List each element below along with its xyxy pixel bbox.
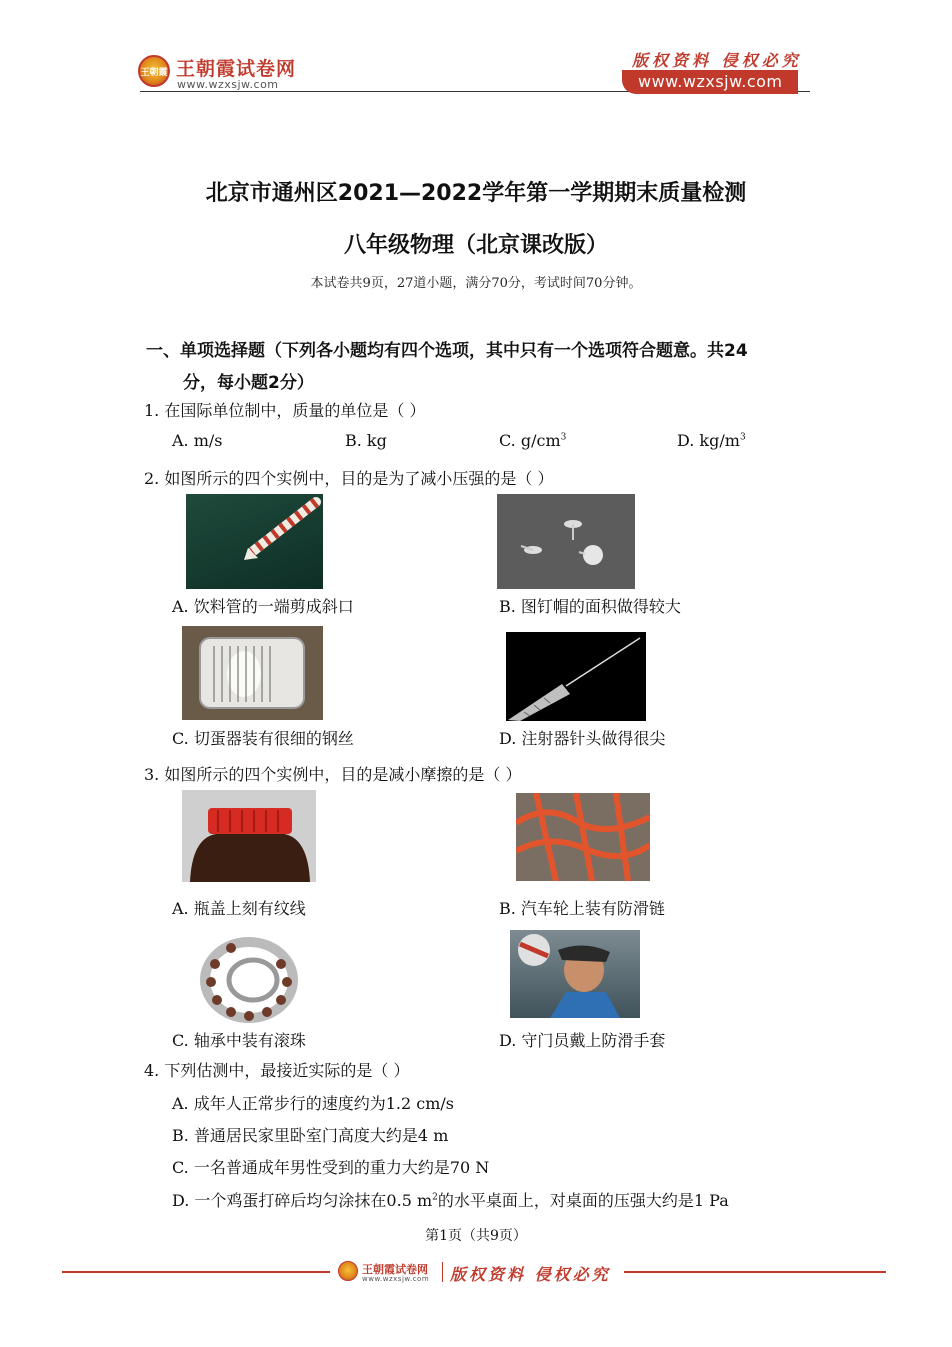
bottle-cap-image	[182, 790, 316, 882]
q4-option-c: C. 一名普通成年男性受到的重力大约是70 N	[172, 1158, 490, 1177]
q4-option-d-post: 的水平桌面上，对桌面的压强大约是1 Pa	[437, 1191, 729, 1210]
thumbtack-image	[497, 494, 635, 589]
straw-drawing	[186, 494, 323, 589]
bearing-image	[197, 934, 299, 1026]
tire-chain-drawing	[516, 793, 650, 881]
brand-name: 王朝霞试卷网	[176, 58, 297, 80]
straw-image	[186, 494, 323, 589]
q1-option-d	[677, 431, 746, 450]
footer-seal-icon	[338, 1261, 358, 1281]
page-number: 第1页（共9页）	[425, 1228, 527, 1244]
q1-option-c	[499, 431, 566, 450]
q2-option-a: A. 饮料管的一端剪成斜口	[172, 597, 354, 616]
q1-option-b: B. kg	[345, 431, 387, 450]
footer-brand: 王朝霞试卷网	[362, 1263, 428, 1276]
footer-brand-url[interactable]: www.wzxsjw.com	[362, 1275, 430, 1283]
q2-option-c: C. 切蛋器装有很细的钢丝	[172, 729, 354, 748]
exam-info: 本试卷共9页，27道小题，满分70分，考试时间70分钟。	[310, 276, 642, 291]
tire-chain-image	[516, 793, 650, 881]
q1-option-a: A. m/s	[172, 431, 223, 450]
exam-subtitle: 八年级物理（北京课改版）	[343, 233, 608, 258]
section-heading-line1: 一、单项选择题（下列各小题均有四个选项，其中只有一个选项符合题意。共24	[146, 341, 748, 361]
brand-seal-icon	[138, 55, 170, 87]
egg-slicer-image	[182, 626, 323, 720]
copyright-slogan: 版权资料 侵权必究	[632, 51, 802, 70]
section-heading-line2: 分，每小题2分）	[183, 373, 314, 393]
q2-stem: 2. 如图所示的四个实例中，目的是为了减小压强的是（ ）	[144, 469, 554, 488]
brand-url[interactable]: www.wzxsjw.com	[177, 78, 279, 91]
q1-option-d-sup: 3	[739, 432, 746, 443]
syringe-image	[506, 632, 646, 721]
footer-line-left	[62, 1271, 330, 1273]
q3-option-c: C. 轴承中装有滚珠	[172, 1031, 306, 1050]
goalkeeper-drawing	[510, 930, 640, 1018]
q2-option-d: D. 注射器针头做得很尖	[499, 729, 666, 748]
exam-title: 北京市通州区2021—2022学年第一学期期末质量检测	[205, 181, 747, 206]
bearing-drawing	[197, 934, 299, 1026]
bottle-cap-drawing	[182, 790, 316, 882]
q4-option-a: A. 成年人正常步行的速度约为1.2 cm/s	[172, 1094, 454, 1113]
egg-slicer-drawing	[182, 626, 323, 720]
syringe-drawing	[506, 632, 646, 721]
q3-stem: 3. 如图所示的四个实例中，目的是减小摩擦的是（ ）	[144, 765, 522, 784]
thumbtack-drawing	[497, 494, 635, 589]
footer-line-right	[624, 1271, 886, 1273]
footer-slogan: 版权资料 侵权必究	[450, 1265, 611, 1284]
q3-option-d: D. 守门员戴上防滑手套	[499, 1031, 666, 1050]
q3-option-a: A. 瓶盖上刻有纹线	[172, 899, 306, 918]
q4-option-d-sup: 2	[432, 1192, 438, 1203]
q4-option-d	[172, 1188, 729, 1211]
q3-option-b: B. 汽车轮上装有防滑链	[499, 899, 665, 918]
q1-option-c-base: C. g/cm	[499, 431, 561, 450]
q4-option-d-pre: D. 一个鸡蛋打碎后均匀涂抹在0.5 m	[172, 1191, 433, 1210]
footer-separator	[442, 1262, 443, 1282]
seal-text: 王朝霞	[140, 67, 168, 78]
header-url-badge[interactable]: www.wzxsjw.com	[622, 70, 798, 94]
goalkeeper-image	[510, 930, 640, 1018]
q1-option-d-base: D. kg/m	[677, 431, 740, 450]
q2-option-b: B. 图钉帽的面积做得较大	[499, 597, 681, 616]
q4-stem: 4. 下列估测中，最接近实际的是（ ）	[144, 1061, 410, 1080]
q4-option-b: B. 普通居民家里卧室门高度大约是4 m	[172, 1126, 449, 1145]
q1-option-c-sup: 3	[560, 432, 567, 443]
q1-stem: 1. 在国际单位制中，质量的单位是（ ）	[144, 401, 426, 420]
